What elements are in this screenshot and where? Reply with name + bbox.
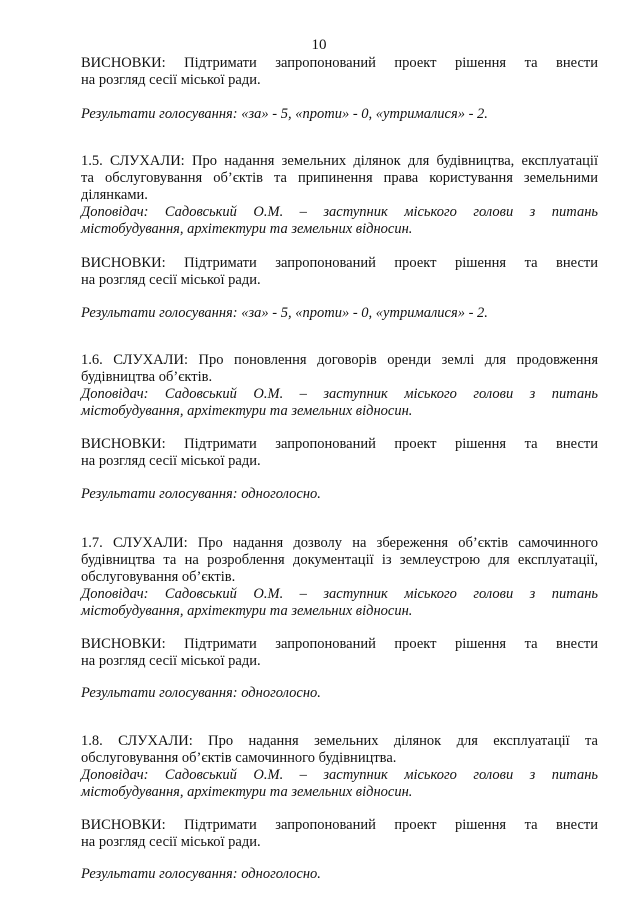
heard-line: будівництва об’єктів. bbox=[81, 369, 213, 385]
conclusion-1-7 bbox=[81, 636, 598, 670]
conclusion-1-5 bbox=[81, 255, 598, 289]
top-vote-result bbox=[81, 106, 598, 123]
heard-line: 1.5. СЛУХАЛИ: Про надання земельних ділянок для будівництва, експлуатації bbox=[81, 153, 598, 169]
speaker-line: містобудування, архітектури та земельних відносин. bbox=[81, 403, 413, 419]
heard-line: будівництва та на розроблення документації із землеустрою для експлуатації, bbox=[81, 552, 598, 568]
conclusion-line: ВИСНОВКИ: Підтримати запропонований проект рішення та внести bbox=[81, 55, 598, 71]
heard-line: та обслуговування об’єктів та припинення права користування земельними bbox=[81, 170, 598, 186]
speaker-line: Доповідач: Садовський О.М. – заступник міського голови з питань bbox=[81, 586, 598, 602]
agenda-item-1-8 bbox=[81, 733, 598, 801]
conclusion-line: на розгляд сесії міської ради. bbox=[81, 453, 261, 469]
speaker-line: Доповідач: Садовський О.М. – заступник міського голови з питань bbox=[81, 386, 598, 402]
vote-result-1-5 bbox=[81, 305, 598, 322]
conclusion-line: ВИСНОВКИ: Підтримати запропонований проект рішення та внести bbox=[81, 255, 598, 271]
agenda-item-1-6 bbox=[81, 352, 598, 420]
vote-result: Результати голосування: «за» - 5, «проти» - 0, «утрималися» - 2. bbox=[81, 305, 488, 321]
top-conclusion bbox=[81, 55, 598, 89]
conclusion-line: на розгляд сесії міської ради. bbox=[81, 72, 261, 88]
heard-line: 1.8. СЛУХАЛИ: Про надання земельних ділянок для експлуатації та bbox=[81, 733, 598, 749]
heard-line: обслуговування об’єктів самочинного будівництва. bbox=[81, 750, 397, 766]
agenda-item-1-5 bbox=[81, 153, 598, 238]
heard-line: обслуговування об’єктів. bbox=[81, 569, 236, 585]
conclusion-line: на розгляд сесії міської ради. bbox=[81, 272, 261, 288]
agenda-item-1-7 bbox=[81, 535, 598, 620]
conclusion-1-6 bbox=[81, 436, 598, 470]
conclusion-line: ВИСНОВКИ: Підтримати запропонований проект рішення та внести bbox=[81, 436, 598, 452]
heard-line: ділянками. bbox=[81, 187, 148, 203]
vote-result: Результати голосування: одноголосно. bbox=[81, 486, 321, 502]
page-number: 10 bbox=[311, 37, 327, 53]
vote-result-1-8 bbox=[81, 866, 598, 883]
vote-result: Результати голосування: одноголосно. bbox=[81, 866, 321, 882]
speaker-line: містобудування, архітектури та земельних відносин. bbox=[81, 603, 413, 619]
vote-result: Результати голосування: одноголосно. bbox=[81, 685, 321, 701]
heard-line: 1.7. СЛУХАЛИ: Про надання дозволу на збереження об’єктів самочинного bbox=[81, 535, 598, 551]
speaker-line: містобудування, архітектури та земельних відносин. bbox=[81, 221, 413, 237]
conclusion-line: на розгляд сесії міської ради. bbox=[81, 834, 261, 850]
vote-result-1-7 bbox=[81, 685, 598, 702]
vote-result: Результати голосування: «за» - 5, «проти» - 0, «утрималися» - 2. bbox=[81, 106, 488, 122]
speaker-line: Доповідач: Садовський О.М. – заступник міського голови з питань bbox=[81, 204, 598, 220]
vote-result-1-6 bbox=[81, 486, 598, 503]
conclusion-1-8 bbox=[81, 817, 598, 851]
conclusion-line: ВИСНОВКИ: Підтримати запропонований проект рішення та внести bbox=[81, 817, 598, 833]
speaker-line: містобудування, архітектури та земельних відносин. bbox=[81, 784, 413, 800]
heard-line: 1.6. СЛУХАЛИ: Про поновлення договорів оренди землі для продовження bbox=[81, 352, 598, 368]
speaker-line: Доповідач: Садовський О.М. – заступник міського голови з питань bbox=[81, 767, 598, 783]
conclusion-line: на розгляд сесії міської ради. bbox=[81, 653, 261, 669]
conclusion-line: ВИСНОВКИ: Підтримати запропонований проект рішення та внести bbox=[81, 636, 598, 652]
